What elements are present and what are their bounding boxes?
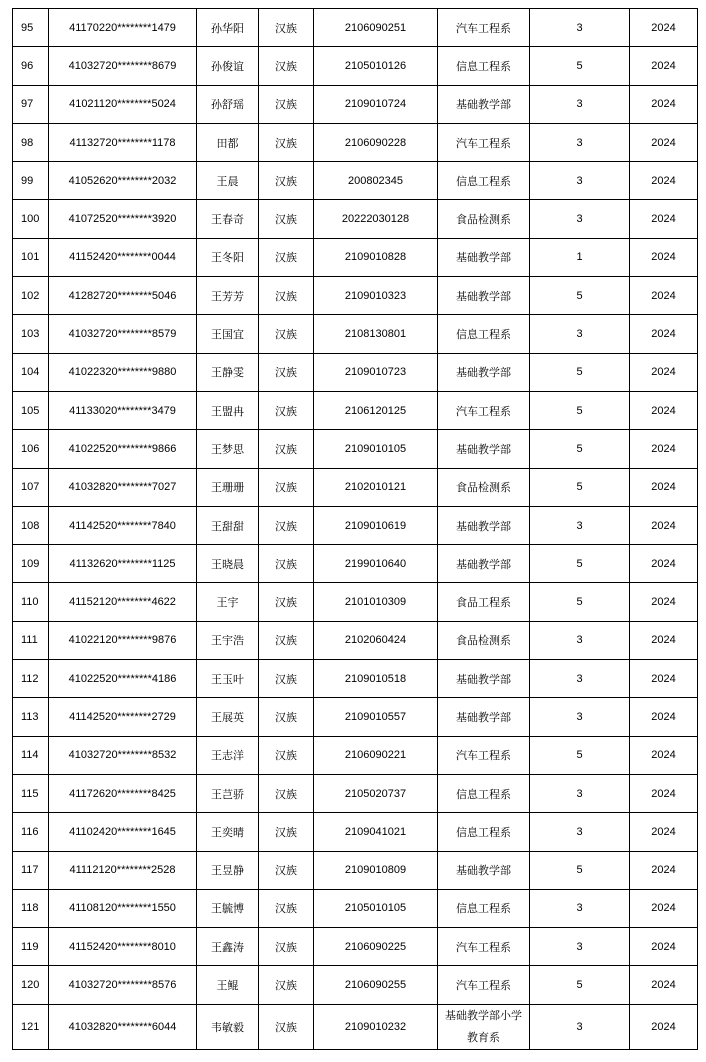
years-count-cell: 5	[530, 966, 630, 1004]
department-cell: 食品工程系	[438, 583, 530, 621]
years-count-cell: 3	[530, 1004, 630, 1049]
id-number-cell: 41170220********1479	[49, 9, 197, 47]
year-cell: 2024	[630, 506, 698, 544]
ethnicity-cell: 汉族	[259, 123, 314, 161]
student-number-cell: 2109010518	[314, 660, 438, 698]
student-name-cell: 王甜甜	[197, 506, 259, 544]
department-cell: 基础教学部	[438, 85, 530, 123]
years-count-cell: 5	[530, 583, 630, 621]
year-cell: 2024	[630, 47, 698, 85]
table-row	[13, 660, 698, 698]
department-cell: 汽车工程系	[438, 966, 530, 1004]
student-name-cell: 王鲲	[197, 966, 259, 1004]
student-name-cell: 韦敏毅	[197, 1004, 259, 1049]
table-row	[13, 430, 698, 468]
id-number-cell: 41022320********9880	[49, 353, 197, 391]
student-name-cell: 王珊珊	[197, 468, 259, 506]
id-number-cell: 41032720********8576	[49, 966, 197, 1004]
year-cell: 2024	[630, 851, 698, 889]
row-index-cell: 98	[13, 123, 49, 161]
years-count-cell: 5	[530, 353, 630, 391]
years-count-cell: 3	[530, 162, 630, 200]
student-number-cell: 2109010723	[314, 353, 438, 391]
student-number-cell: 2109010619	[314, 506, 438, 544]
year-cell: 2024	[630, 353, 698, 391]
years-count-cell: 3	[530, 813, 630, 851]
id-number-cell: 41022120********9876	[49, 621, 197, 659]
row-index-cell: 106	[13, 430, 49, 468]
ethnicity-cell: 汉族	[259, 889, 314, 927]
table-row	[13, 9, 698, 47]
ethnicity-cell: 汉族	[259, 200, 314, 238]
table-row	[13, 1004, 698, 1049]
row-index-cell: 105	[13, 391, 49, 429]
student-number-cell: 200802345	[314, 162, 438, 200]
student-name-cell: 王芳芳	[197, 277, 259, 315]
row-index-cell: 114	[13, 736, 49, 774]
row-index-cell: 121	[13, 1004, 49, 1049]
department-cell: 汽车工程系	[438, 9, 530, 47]
department-cell: 基础教学部	[438, 238, 530, 276]
year-cell: 2024	[630, 966, 698, 1004]
student-name-cell: 田都	[197, 123, 259, 161]
year-cell: 2024	[630, 928, 698, 966]
student-name-cell: 王国宜	[197, 315, 259, 353]
student-name-cell: 王宇浩	[197, 621, 259, 659]
student-number-cell: 2105010126	[314, 47, 438, 85]
row-index-cell: 120	[13, 966, 49, 1004]
table-row	[13, 583, 698, 621]
ethnicity-cell: 汉族	[259, 928, 314, 966]
id-number-cell: 41032720********8579	[49, 315, 197, 353]
department-cell: 信息工程系	[438, 774, 530, 812]
department-cell: 食品检测系	[438, 468, 530, 506]
department-cell: 食品检测系	[438, 200, 530, 238]
year-cell: 2024	[630, 698, 698, 736]
student-number-cell: 2199010640	[314, 545, 438, 583]
student-name-cell: 王昱静	[197, 851, 259, 889]
year-cell: 2024	[630, 123, 698, 161]
row-index-cell: 108	[13, 506, 49, 544]
department-cell: 信息工程系	[438, 47, 530, 85]
year-cell: 2024	[630, 315, 698, 353]
ethnicity-cell: 汉族	[259, 813, 314, 851]
table-row	[13, 277, 698, 315]
id-number-cell: 41282720********5046	[49, 277, 197, 315]
row-index-cell: 116	[13, 813, 49, 851]
years-count-cell: 5	[530, 430, 630, 468]
ethnicity-cell: 汉族	[259, 660, 314, 698]
ethnicity-cell: 汉族	[259, 621, 314, 659]
id-number-cell: 41032820********7027	[49, 468, 197, 506]
id-number-cell: 41032720********8679	[49, 47, 197, 85]
roster-table	[12, 8, 698, 1050]
year-cell: 2024	[630, 468, 698, 506]
department-cell: 汽车工程系	[438, 123, 530, 161]
ethnicity-cell: 汉族	[259, 583, 314, 621]
department-cell: 信息工程系	[438, 162, 530, 200]
ethnicity-cell: 汉族	[259, 315, 314, 353]
ethnicity-cell: 汉族	[259, 47, 314, 85]
table-row	[13, 123, 698, 161]
department-cell: 基础教学部	[438, 277, 530, 315]
student-name-cell: 王奕晴	[197, 813, 259, 851]
student-name-cell: 王志洋	[197, 736, 259, 774]
table-row	[13, 966, 698, 1004]
id-number-cell: 41172620********8425	[49, 774, 197, 812]
row-index-cell: 97	[13, 85, 49, 123]
id-number-cell: 41152420********0044	[49, 238, 197, 276]
student-name-cell: 王宇	[197, 583, 259, 621]
id-number-cell: 41142520********7840	[49, 506, 197, 544]
ethnicity-cell: 汉族	[259, 430, 314, 468]
row-index-cell: 119	[13, 928, 49, 966]
student-name-cell: 王毓博	[197, 889, 259, 927]
year-cell: 2024	[630, 889, 698, 927]
year-cell: 2024	[630, 1004, 698, 1049]
years-count-cell: 3	[530, 621, 630, 659]
row-index-cell: 115	[13, 774, 49, 812]
ethnicity-cell: 汉族	[259, 736, 314, 774]
years-count-cell: 5	[530, 468, 630, 506]
table-row	[13, 162, 698, 200]
ethnicity-cell: 汉族	[259, 391, 314, 429]
years-count-cell: 3	[530, 9, 630, 47]
year-cell: 2024	[630, 736, 698, 774]
department-cell: 基础教学部	[438, 353, 530, 391]
id-number-cell: 41072520********3920	[49, 200, 197, 238]
student-number-cell: 2106090228	[314, 123, 438, 161]
student-name-cell: 王冬阳	[197, 238, 259, 276]
years-count-cell: 3	[530, 506, 630, 544]
department-cell: 基础教学部	[438, 506, 530, 544]
row-index-cell: 96	[13, 47, 49, 85]
student-number-cell: 2109010724	[314, 85, 438, 123]
student-number-cell: 2105010105	[314, 889, 438, 927]
row-index-cell: 109	[13, 545, 49, 583]
ethnicity-cell: 汉族	[259, 506, 314, 544]
student-name-cell: 王盟冉	[197, 391, 259, 429]
id-number-cell: 41102420********1645	[49, 813, 197, 851]
student-number-cell: 20222030128	[314, 200, 438, 238]
roster-rows	[13, 9, 698, 1050]
years-count-cell: 3	[530, 85, 630, 123]
table-row	[13, 315, 698, 353]
id-number-cell: 41052620********2032	[49, 162, 197, 200]
department-cell: 食品检测系	[438, 621, 530, 659]
id-number-cell: 41152120********4622	[49, 583, 197, 621]
ethnicity-cell: 汉族	[259, 353, 314, 391]
student-number-cell: 2109041021	[314, 813, 438, 851]
student-number-cell: 2106090225	[314, 928, 438, 966]
department-cell: 基础教学部	[438, 851, 530, 889]
department-cell: 汽车工程系	[438, 736, 530, 774]
student-number-cell: 2106090221	[314, 736, 438, 774]
student-name-cell: 王晓晨	[197, 545, 259, 583]
student-number-cell: 2109010323	[314, 277, 438, 315]
years-count-cell: 5	[530, 851, 630, 889]
ethnicity-cell: 汉族	[259, 966, 314, 1004]
ethnicity-cell: 汉族	[259, 468, 314, 506]
ethnicity-cell: 汉族	[259, 774, 314, 812]
student-number-cell: 2106090251	[314, 9, 438, 47]
years-count-cell: 5	[530, 545, 630, 583]
student-number-cell: 2109010105	[314, 430, 438, 468]
student-number-cell: 2101010309	[314, 583, 438, 621]
department-cell: 信息工程系	[438, 813, 530, 851]
student-name-cell: 王晨	[197, 162, 259, 200]
row-index-cell: 113	[13, 698, 49, 736]
ethnicity-cell: 汉族	[259, 85, 314, 123]
student-name-cell: 孙俊谊	[197, 47, 259, 85]
table-row	[13, 353, 698, 391]
row-index-cell: 117	[13, 851, 49, 889]
row-index-cell: 107	[13, 468, 49, 506]
year-cell: 2024	[630, 774, 698, 812]
id-number-cell: 41133020********3479	[49, 391, 197, 429]
table-row	[13, 47, 698, 85]
id-number-cell: 41022520********9866	[49, 430, 197, 468]
id-number-cell: 41132620********1125	[49, 545, 197, 583]
department-cell: 信息工程系	[438, 315, 530, 353]
row-index-cell: 112	[13, 660, 49, 698]
student-number-cell: 2102060424	[314, 621, 438, 659]
year-cell: 2024	[630, 9, 698, 47]
student-number-cell: 2105020737	[314, 774, 438, 812]
student-name-cell: 王展英	[197, 698, 259, 736]
table-row	[13, 774, 698, 812]
department-cell: 基础教学部小学教育系	[438, 1004, 530, 1049]
id-number-cell: 41132720********1178	[49, 123, 197, 161]
table-row	[13, 928, 698, 966]
department-cell: 基础教学部	[438, 660, 530, 698]
ethnicity-cell: 汉族	[259, 238, 314, 276]
department-cell: 基础教学部	[438, 430, 530, 468]
year-cell: 2024	[630, 545, 698, 583]
row-index-cell: 111	[13, 621, 49, 659]
table-row	[13, 506, 698, 544]
table-row	[13, 200, 698, 238]
row-index-cell: 100	[13, 200, 49, 238]
id-number-cell: 41032820********6044	[49, 1004, 197, 1049]
ethnicity-cell: 汉族	[259, 851, 314, 889]
row-index-cell: 101	[13, 238, 49, 276]
years-count-cell: 3	[530, 698, 630, 736]
table-row	[13, 545, 698, 583]
row-index-cell: 95	[13, 9, 49, 47]
years-count-cell: 3	[530, 200, 630, 238]
roster-sheet	[12, 8, 698, 1050]
student-number-cell: 2106090255	[314, 966, 438, 1004]
years-count-cell: 5	[530, 736, 630, 774]
student-number-cell: 2109010809	[314, 851, 438, 889]
year-cell: 2024	[630, 813, 698, 851]
row-index-cell: 104	[13, 353, 49, 391]
student-name-cell: 王鑫涛	[197, 928, 259, 966]
department-cell: 基础教学部	[438, 545, 530, 583]
ethnicity-cell: 汉族	[259, 1004, 314, 1049]
student-number-cell: 2109010557	[314, 698, 438, 736]
table-row	[13, 736, 698, 774]
year-cell: 2024	[630, 391, 698, 429]
years-count-cell: 3	[530, 123, 630, 161]
student-number-cell: 2106120125	[314, 391, 438, 429]
years-count-cell: 3	[530, 928, 630, 966]
year-cell: 2024	[630, 583, 698, 621]
year-cell: 2024	[630, 200, 698, 238]
id-number-cell: 41108120********1550	[49, 889, 197, 927]
id-number-cell: 41112120********2528	[49, 851, 197, 889]
ethnicity-cell: 汉族	[259, 698, 314, 736]
department-cell: 汽车工程系	[438, 391, 530, 429]
student-name-cell: 孙舒瑶	[197, 85, 259, 123]
table-row	[13, 468, 698, 506]
years-count-cell: 5	[530, 391, 630, 429]
table-row	[13, 698, 698, 736]
row-index-cell: 110	[13, 583, 49, 621]
student-number-cell: 2102010121	[314, 468, 438, 506]
ethnicity-cell: 汉族	[259, 9, 314, 47]
years-count-cell: 5	[530, 47, 630, 85]
id-number-cell: 41142520********2729	[49, 698, 197, 736]
id-number-cell: 41022520********4186	[49, 660, 197, 698]
ethnicity-cell: 汉族	[259, 277, 314, 315]
year-cell: 2024	[630, 162, 698, 200]
table-row	[13, 391, 698, 429]
years-count-cell: 3	[530, 774, 630, 812]
student-number-cell: 2108130801	[314, 315, 438, 353]
year-cell: 2024	[630, 430, 698, 468]
student-name-cell: 王静雯	[197, 353, 259, 391]
years-count-cell: 3	[530, 889, 630, 927]
student-name-cell: 孙华阳	[197, 9, 259, 47]
student-name-cell: 王玉叶	[197, 660, 259, 698]
row-index-cell: 99	[13, 162, 49, 200]
year-cell: 2024	[630, 621, 698, 659]
department-cell: 信息工程系	[438, 889, 530, 927]
years-count-cell: 5	[530, 277, 630, 315]
id-number-cell: 41021120********5024	[49, 85, 197, 123]
row-index-cell: 103	[13, 315, 49, 353]
student-name-cell: 王芑骄	[197, 774, 259, 812]
table-row	[13, 238, 698, 276]
row-index-cell: 118	[13, 889, 49, 927]
ethnicity-cell: 汉族	[259, 545, 314, 583]
year-cell: 2024	[630, 238, 698, 276]
table-row	[13, 851, 698, 889]
student-name-cell: 王春奇	[197, 200, 259, 238]
id-number-cell: 41032720********8532	[49, 736, 197, 774]
table-row	[13, 621, 698, 659]
year-cell: 2024	[630, 85, 698, 123]
student-number-cell: 2109010232	[314, 1004, 438, 1049]
table-row	[13, 813, 698, 851]
id-number-cell: 41152420********8010	[49, 928, 197, 966]
years-count-cell: 1	[530, 238, 630, 276]
table-row	[13, 889, 698, 927]
years-count-cell: 3	[530, 315, 630, 353]
year-cell: 2024	[630, 660, 698, 698]
table-row	[13, 85, 698, 123]
ethnicity-cell: 汉族	[259, 162, 314, 200]
department-cell: 基础教学部	[438, 698, 530, 736]
department-cell: 汽车工程系	[438, 928, 530, 966]
student-name-cell: 王梦思	[197, 430, 259, 468]
year-cell: 2024	[630, 277, 698, 315]
years-count-cell: 3	[530, 660, 630, 698]
row-index-cell: 102	[13, 277, 49, 315]
student-number-cell: 2109010828	[314, 238, 438, 276]
